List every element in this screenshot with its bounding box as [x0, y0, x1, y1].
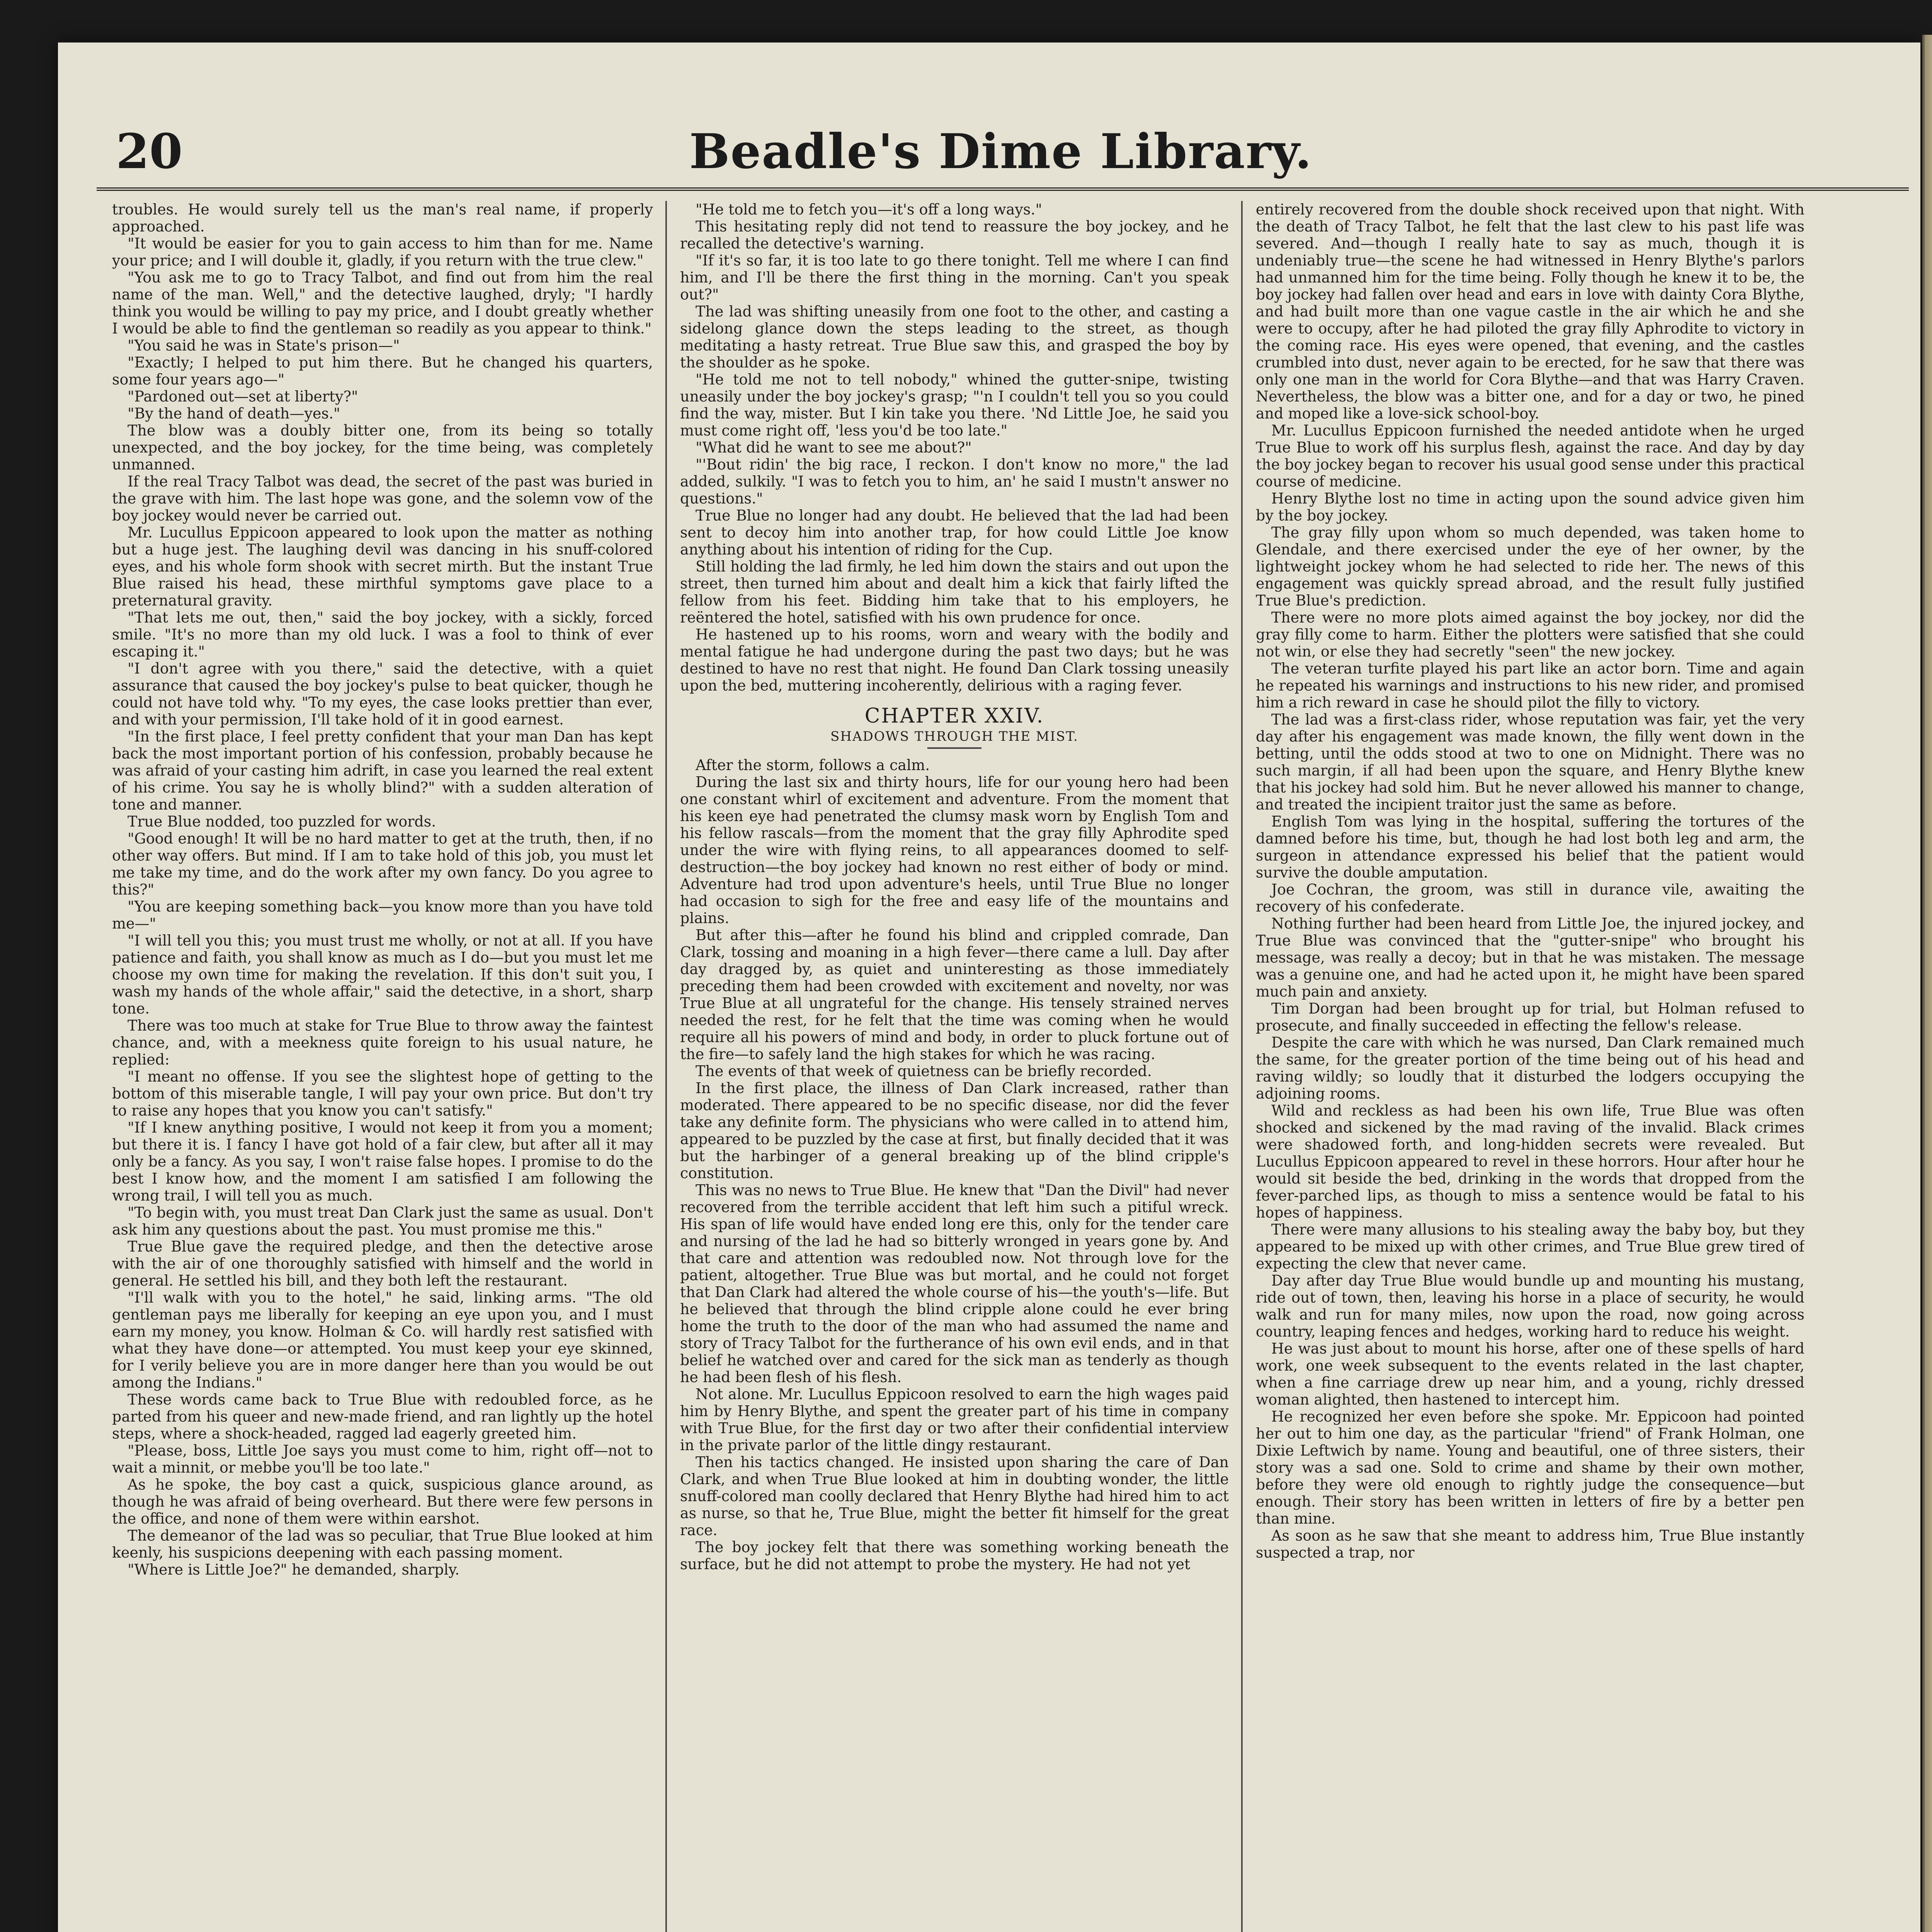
paragraph: Not alone. Mr. Lucullus Eppicoon resolved to earn the high wages paid him by Henry Blythe, and spent the greater part of his time in company with True Blue, for the first day or two after their confidential interview in the private parlor of the little dingy restaurant.	[680, 1386, 1229, 1454]
paragraph: True Blue no longer had any doubt. He believed that the lad had been sent to decoy him into another trap, for how could Little Joe know anything about his intention of riding for the Cup.	[680, 507, 1229, 558]
paragraph: "If I knew anything positive, I would not keep it from you a moment; but there it is. I fancy I have got hold of a fair clew, but after all it may only be a fancy. As you say, I won't raise false hopes. I promise to do the best I know how, and the moment I am satisfied I am following the wrong trail, I will tell you as much.	[112, 1119, 653, 1204]
text-column-3	[1256, 201, 1804, 1932]
paragraph: Joe Cochran, the groom, was still in durance vile, awaiting the recovery of his confederate.	[1256, 881, 1804, 915]
paragraph: "That lets me out, then," said the boy jockey, with a sickly, forced smile. "It's no more than my old luck. I was a fool to think of ever escaping it."	[112, 609, 653, 660]
paragraph: "Please, boss, Little Joe says you must come to him, right off—not to wait a minnit, or mebbe you'll be too late."	[112, 1442, 653, 1476]
paragraph: Wild and reckless as had been his own life, True Blue was often shocked and sickened by the mad raving of the invalid. Black crimes were shadowed forth, and long-hidden secrets were revealed. But Lucullus Eppicoon appeared to revel in these horrors. Hour after hour he would sit beside the bed, drinking in the words that dropped from the fever-parched lips, as though to miss a sentence would be fatal to his hopes of happiness.	[1256, 1102, 1804, 1221]
paragraph: "He told me not to tell nobody," whined the gutter-snipe, twisting uneasily under the boy jockey's grasp; "'n I couldn't tell you so you could find the way, mister. But I kin take you there. 'Nd Little Joe, he said you must come right off, 'less you'd be too late."	[680, 371, 1229, 439]
paragraph: The demeanor of the lad was so peculiar, that True Blue looked at him keenly, his suspicions deepening with each passing moment.	[112, 1527, 653, 1561]
page-fold-edge	[1922, 35, 1932, 1932]
paragraph: entirely recovered from the double shock received upon that night. With the death of Tracy Talbot, he felt that the last clew to his past life was severed. And—though I really hate to say as much, though it is undeniably true—the scene he had witnessed in Henry Blythe's parlors had unmanned him for the time being. Folly though he knew it to be, the boy jockey had fallen over head and ears in love with dainty Cora Blythe, and had built more than one vague castle in the air which he and she were to occupy, after he had piloted the gray filly Aphrodite to victory in the coming race. His eyes were opened, that evening, and the castles crumbled into dust, never again to be erected, for he saw that there was only one man in the world for Cora Blythe—and that was Harry Craven. Nevertheless, the blow was a bitter one, and for a day or two, he pined and moped like a love-sick school-boy.	[1256, 201, 1804, 422]
paragraph: "What did he want to see me about?"	[696, 439, 972, 456]
paragraph: He recognized her even before she spoke. Mr. Eppicoon had pointed her out to him one day, as the particular "friend" of Frank Holman, one Dixie Leftwich by name. Young and beautiful, one of three sisters, their story was a sad one. Sold to crime and shame by their own mother, before they were old enough to rightly judge the consequence—but enough. Their story has been written in letters of fire by a better pen than mine.	[1256, 1408, 1804, 1527]
paragraph: This was no news to True Blue. He knew that "Dan the Divil" had never recovered from the terrible accident that left him such a pitiful wreck. His span of life would have ended long ere this, only for the tender care and nursing of the lad he had so bitterly wronged in years gone by. And that care and attention was redoubled now. Not through love for the patient, altogether. True Blue was but mortal, and he could not forget that Dan Clark had altered the whole course of his—the youth's—life. But he believed that through the blind cripple alone could he ever bring home the truth to the door of the man who had assumed the name and story of Tracy Talbot for the furtherance of his own evil ends, and in that belief he watched over and cared for the sick man as tenderly as though he had been flesh of his flesh.	[680, 1182, 1229, 1386]
chapter-heading: CHAPTER XXIV.	[864, 704, 1044, 728]
paragraph: Nothing further had been heard from Little Joe, the injured jockey, and True Blue was convinced that the "gutter-snipe" who brought his message, was really a decoy; but in that he was mistaken. The message was a genuine one, and had he acted upon it, he might have been spared much pain and anxiety.	[1256, 915, 1804, 1000]
paragraph: The boy jockey felt that there was something working beneath the surface, but he did not attempt to probe the mystery. He had not yet	[680, 1539, 1229, 1573]
paragraph: As soon as he saw that she meant to address him, True Blue instantly suspected a trap, nor	[1256, 1527, 1804, 1561]
paragraph: These words came back to True Blue with redoubled force, as he parted from his queer and new-made friend, and ran lightly up the hotel steps, where a shock-headed, ragged lad eagerly greeted him.	[112, 1391, 653, 1442]
paragraph: "You said he was in State's prison—"	[128, 337, 400, 354]
paragraph: There was too much at stake for True Blue to throw away the faintest chance, and, with a meekness quite foreign to his usual nature, he replied:	[112, 1017, 653, 1068]
paragraph: In the first place, the illness of Dan Clark increased, rather than moderated. There appeared to be no specific disease, nor did the fever take any definite form. The physicians who were called in to attend him, appeared to be puzzled by the case at first, but finally decided that it was but the harbinger of a general breaking up of the blind cripple's constitution.	[680, 1080, 1229, 1182]
page-number: 20	[116, 124, 183, 180]
paragraph: "By the hand of death—yes."	[128, 405, 340, 422]
paragraph: But after this—after he found his blind and crippled comrade, Dan Clark, tossing and moaning in a high fever—there came a lull. Day after day dragged by, as quiet and uninteresting as those immediately preceding them had been crowded with excitement and novelty, nor was True Blue at all ungrateful for the change. His tensely strained nerves needed the rest, for he felt that the time was coming when he would require all his powers of mind and body, in order to pluck fortune out of the fire—to safely land the high stakes for which he was racing.	[680, 927, 1229, 1063]
paragraph: He was just about to mount his horse, after one of these spells of hard work, one week subsequent to the events related in the last chapter, when a fine carriage drew up near him, and a young, richly dressed woman alighted, then hastened to intercept him.	[1256, 1340, 1804, 1408]
paragraph: "If it's so far, it is too late to go there tonight. Tell me where I can find him, and I'll be there the first thing in the morning. Can't you speak out?"	[680, 252, 1229, 303]
paragraph: Henry Blythe lost no time in acting upon the sound advice given him by the boy jockey.	[1256, 490, 1804, 524]
paragraph: The veteran turfite played his part like an actor born. Time and again he repeated his warnings and instructions to his new rider, and promised him a rich reward in case he should pilot the filly to victory.	[1256, 660, 1804, 711]
paragraph: As he spoke, the boy cast a quick, suspicious glance around, as though he was afraid of being overheard. But there were few persons in the office, and none of them were within earshot.	[112, 1476, 653, 1527]
text-column-1	[112, 201, 653, 1932]
paragraph: Mr. Lucullus Eppicoon appeared to look upon the matter as nothing but a huge jest. The laughing devil was dancing in his snuff-colored eyes, and his whole form shook with secret mirth. But the instant True Blue raised his head, these mirthful symptoms gave place to a preternatural gravity.	[112, 524, 653, 609]
paragraph: Still holding the lad firmly, he led him down the stairs and out upon the street, then turned him about and dealt him a kick that fairly lifted the fellow from his feet. Bidding him take that to his employers, he reëntered the hotel, satisfied with his own prudence for once.	[680, 558, 1229, 626]
page-header	[89, 108, 1913, 185]
paragraph: The gray filly upon whom so much depended, was taken home to Glendale, and there exercised under the eye of her owner, by the lightweight jockey whom he had selected to ride her. The news of this engagement was quickly spread abroad, and the result fully justified True Blue's prediction.	[1256, 524, 1804, 609]
paragraph: The lad was shifting uneasily from one foot to the other, and casting a sidelong glance down the steps leading to the street, as though meditating a hasty retreat. True Blue saw this, and grasped the boy by the shoulder as he spoke.	[680, 303, 1229, 371]
column-rule	[665, 201, 667, 1932]
header-rule	[97, 187, 1909, 191]
paragraph: "Exactly; I helped to put him there. But he changed his quarters, some four years ago—"	[112, 354, 653, 388]
paragraph: The blow was a doubly bitter one, from its being so totally unexpected, and the boy jockey, for the time being, was completely unmanned.	[112, 422, 653, 473]
paragraph: There were no more plots aimed against the boy jockey, nor did the gray filly come to harm. Either the plotters were satisfied that she could not win, or else they had secretly "seen" the new jockey.	[1256, 609, 1804, 660]
paragraph: "Where is Little Joe?" he demanded, sharply.	[128, 1561, 460, 1578]
paragraph: If the real Tracy Talbot was dead, the secret of the past was buried in the grave with him. The last hope was gone, and the solemn vow of the boy jockey would never be carried out.	[112, 473, 653, 524]
paragraph: "'Bout ridin' the big race, I reckon. I don't know no more," the lad added, sulkily. "I was to fetch you to him, an' he said I mustn't answer no questions."	[680, 456, 1229, 507]
paragraph: Then his tactics changed. He insisted upon sharing the care of Dan Clark, and when True Blue looked at him in doubting wonder, the little snuff-colored man coolly declared that Henry Blythe had hired him to act as nurse, so that he, True Blue, might the better fit himself for the great race.	[680, 1454, 1229, 1539]
paragraph: Day after day True Blue would bundle up and mounting his mustang, ride out of town, then, leaving his horse in a place of security, he would walk and run for many miles, now upon the road, now going across country, leaping fences and hedges, working hard to reduce his weight.	[1256, 1272, 1804, 1340]
paragraph: "I don't agree with you there," said the detective, with a quiet assurance that caused the boy jockey's pulse to beat quicker, though he could not have told why. "To my eyes, the case looks prettier than ever, and with your permission, I'll take hold of it in good earnest.	[112, 660, 653, 728]
paragraph: "He told me to fetch you—it's off a long ways."	[696, 201, 1042, 218]
paragraph: "In the first place, I feel pretty confident that your man Dan has kept back the most important portion of his confession, probably because he was afraid of your casting him adrift, in case you learned the real extent of his crime. You say he is wholly blind?" with a sudden alteration of tone and manner.	[112, 728, 653, 813]
paragraph: English Tom was lying in the hospital, suffering the tortures of the damned before his time, but, though he had lost both leg and arm, the surgeon in attendance expressed his belief that the patient would survive the double amputation.	[1256, 813, 1804, 881]
paragraph: There were many allusions to his stealing away the baby boy, but they appeared to be mixed up with other crimes, and True Blue grew tired of expecting the clew that never came.	[1256, 1221, 1804, 1272]
chapter-subtitle: SHADOWS THROUGH THE MIST.	[830, 729, 1078, 744]
paragraph: "You ask me to go to Tracy Talbot, and find out from him the real name of the man. Well," and the detective laughed, dryly; "I hardly think you would be willing to pay my price, and I doubt greatly whether I would be able to find the gentleman so readily as you appear to think."	[112, 269, 653, 337]
paragraph: "I'll walk with you to the hotel," he said, linking arms. "The old gentleman pays me liberally for keeping an eye upon you, and I must earn my money, you know. Holman & Co. will hardly rest satisfied with what they have done—or attempted. You must keep your eye skinned, for I verily believe you are in more danger here than you would be out among the Indians."	[112, 1289, 653, 1391]
paragraph: troubles. He would surely tell us the man's real name, if properly approached.	[112, 201, 653, 235]
paragraph: He hastened up to his rooms, worn and weary with the bodily and mental fatigue he had undergone during the past two days; but he was destined to have no rest that night. He found Dan Clark tossing uneasily upon the bed, muttering incoherently, delirious with a raging fever.	[680, 626, 1229, 694]
running-head-title: Beadle's Dime Library.	[689, 124, 1313, 180]
paragraph: "I meant no offense. If you see the slightest hope of getting to the bottom of this miserable tangle, I will pay your own price. But don't try to raise any hopes that you know you can't satisfy."	[112, 1068, 653, 1119]
paragraph: Despite the care with which he was nursed, Dan Clark remained much the same, for the greater portion of the time being out of his head and raving wildly; so loudly that it disturbed the lodgers occupying the adjoining rooms.	[1256, 1034, 1804, 1102]
paragraph: During the last six and thirty hours, life for our young hero had been one constant whirl of excitement and adventure. From the moment that his keen eye had penetrated the clumsy mask worn by English Tom and his fellow rascals—from the moment that the gray filly Aphrodite sped under the wire with flying reins, to all appearances doomed to self-destruction—the boy jockey had known no rest either of body or mind. Adventure had trod upon adventure's heels, until True Blue no longer had occasion to sigh for the free and easy life of the mountains and plains.	[680, 774, 1229, 927]
paragraph: The lad was a first-class rider, whose reputation was fair, yet the very day after his engagement was made known, the filly went down in the betting, until the odds stood at two to one on Midnight. There was no such margin, if all had been upon the square, and Henry Blythe knew that his jockey had sold him. But he never allowed his manner to change, and treated the incipient traitor just the same as before.	[1256, 711, 1804, 813]
paragraph: "I will tell you this; you must trust me wholly, or not at all. If you have patience and faith, you shall know as much as I do—but you must let me choose my own time for making the revelation. If this don't suit you, I wash my hands of the whole affair," said the detective, in a short, sharp tone.	[112, 932, 653, 1017]
chapter-rule	[927, 747, 981, 749]
paragraph: Mr. Lucullus Eppicoon furnished the needed antidote when he urged True Blue to work off his surplus flesh, against the race. And day by day the boy jockey began to recover his usual good sense under this practical course of medicine.	[1256, 422, 1804, 490]
paragraph: "You are keeping something back—you know more than you have told me—"	[112, 898, 653, 932]
paragraph: This hesitating reply did not tend to reassure the boy jockey, and he recalled the detective's warning.	[680, 218, 1229, 252]
column-rule	[1241, 201, 1243, 1932]
paragraph: "Good enough! It will be no hard matter to get at the truth, then, if no other way offers. But mind. If I am to take hold of this job, you must let me take my time, and do the work after my own fancy. Do you agree to this?"	[112, 830, 653, 898]
paragraph: True Blue nodded, too puzzled for words.	[128, 813, 436, 830]
text-column-2	[680, 201, 1229, 1932]
paragraph: After the storm, follows a calm.	[696, 757, 930, 774]
paragraph: "Pardoned out—set at liberty?"	[128, 388, 358, 405]
paragraph: Tim Dorgan had been brought up for trial, but Holman refused to prosecute, and finally succeeded in effecting the fellow's release.	[1256, 1000, 1804, 1034]
paragraph: "It would be easier for you to gain access to him than for me. Name your price; and I will double it, gladly, if you return with the true clew."	[112, 235, 653, 269]
paragraph: The events of that week of quietness can be briefly recorded.	[696, 1063, 1152, 1080]
paragraph: "To begin with, you must treat Dan Clark just the same as usual. Don't ask him any questions about the past. You must promise me this."	[112, 1204, 653, 1238]
paragraph: True Blue gave the required pledge, and then the detective arose with the air of one thoroughly satisfied with himself and the world in general. He settled his bill, and they both left the restaurant.	[112, 1238, 653, 1289]
